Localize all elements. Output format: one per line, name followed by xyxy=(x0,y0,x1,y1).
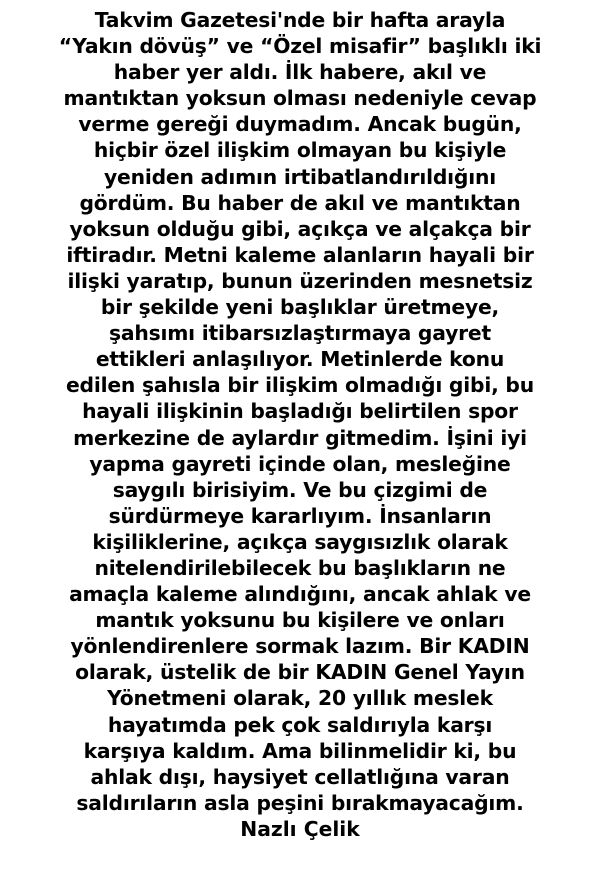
statement-line: iftiradır. Metni kaleme alanların hayali bir xyxy=(66,242,534,267)
statement-line: hayali ilişkinin başladığı belirtilen spor xyxy=(82,399,518,424)
statement-line: ahlak dışı, haysiyet cellatlığına varan xyxy=(90,764,510,789)
statement-line: yoksun olduğu gibi, açıkça ve alçakça bir xyxy=(69,216,531,241)
statement-line: yeniden adımın irtibatlandırıldığını xyxy=(104,164,496,189)
statement-line: merkezine de aylardır gitmedim. İşini iyi xyxy=(73,425,527,450)
statement-line: gördüm. Bu haber de akıl ve mantıktan xyxy=(79,190,521,215)
statement-line: saygılı birisiyim. Ve bu çizgimi de xyxy=(112,477,488,502)
statement-line: kişiliklerine, açıkça saygısızlık olarak xyxy=(92,529,508,554)
statement-line: saldırıların asla peşini bırakmayacağım. xyxy=(76,790,524,815)
statement-line: karşıya kaldım. Ama bilinmelidir ki, bu xyxy=(83,738,517,763)
statement-line: hayatımda pek çok saldırıyla karşı xyxy=(107,712,493,737)
statement-line: yönlendirenlere sormak lazım. Bir KADIN xyxy=(70,634,530,659)
statement-line: amaçla kaleme alındığını, ancak ahlak ve xyxy=(69,582,531,607)
statement-line: olarak, üstelik de bir KADIN Genel Yayın xyxy=(75,660,525,685)
statement-line: “Yakın dövüş” ve “Özel misafir” başlıklı iki xyxy=(58,34,542,59)
statement-line: ilişki yaratıp, bunun üzerinden mesnetsiz xyxy=(67,268,533,293)
statement-line: Yönetmeni olarak, 20 yıllık meslek xyxy=(107,686,493,711)
statement-line: verme gereği duymadım. Ancak bugün, xyxy=(78,112,522,137)
statement-line: şahsımı itibarsızlaştırmaya gayret xyxy=(109,321,491,346)
statement-line: yapma gayreti içinde olan, mesleğine xyxy=(89,451,511,476)
signature: Nazlı Çelik xyxy=(240,816,360,841)
statement-line: mantık yoksunu bu kişilere ve onları xyxy=(95,608,505,633)
statement-line: ettikleri anlaşılıyor. Metinlerde konu xyxy=(95,347,505,372)
statement-line: hiçbir özel ilişkim olmayan bu kişiyle xyxy=(93,138,507,163)
statement-line: edilen şahısla bir ilişkim olmadığı gibi, bu xyxy=(65,373,534,398)
statement-line: nitelendirilebilecek bu başlıkların ne xyxy=(94,555,506,580)
statement-line: bir şekilde yeni başlıklar üretmeye, xyxy=(100,295,500,320)
statement-line: sürdürmeye kararlıyım. İnsanların xyxy=(108,503,492,528)
statement-line: mantıktan yoksun olması nedeniyle cevap xyxy=(63,86,537,111)
statement-text xyxy=(0,7,600,842)
statement-line: haber yer aldı. İlk habere, akıl ve xyxy=(113,60,487,85)
statement-line: Takvim Gazetesi'nde bir hafta arayla xyxy=(94,8,506,32)
